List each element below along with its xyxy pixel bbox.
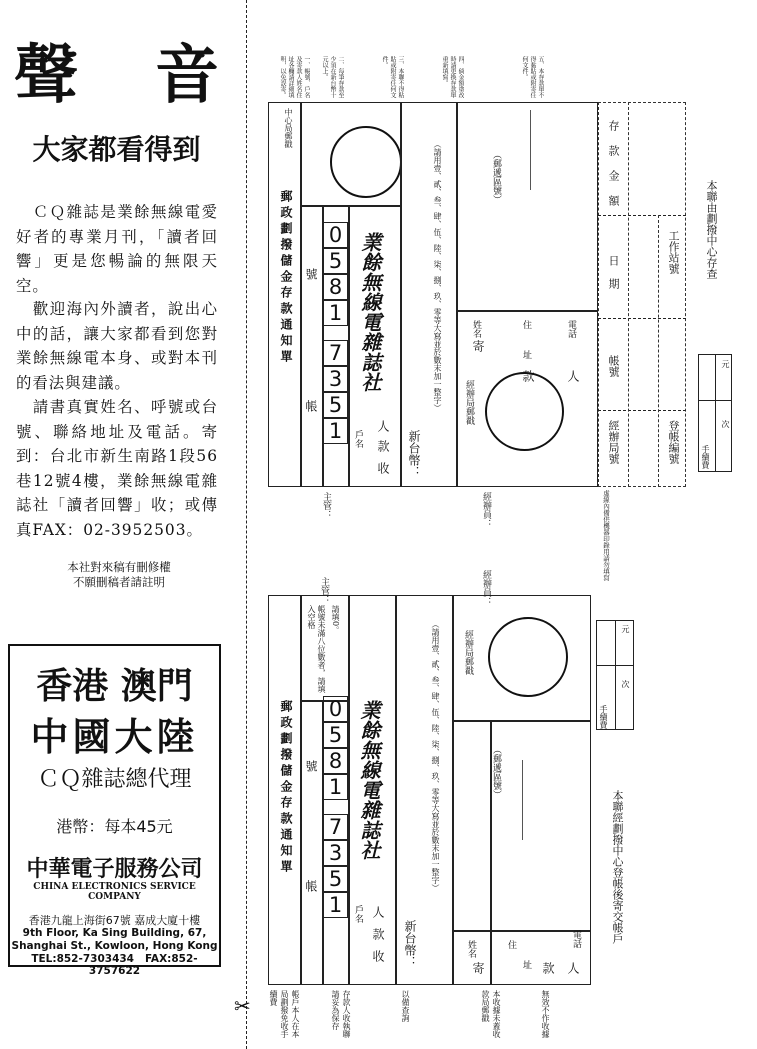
account-notes: 請填0。	[331, 605, 340, 635]
fee-unit: 元	[621, 625, 630, 633]
fee-label: 手續費	[701, 445, 710, 469]
title-char: 聲	[14, 39, 78, 113]
digit: 1	[323, 300, 348, 326]
sender-label: 寄	[471, 962, 485, 974]
ad-address-cn: 香港九龍上海街67號 嘉成大廈十樓	[28, 914, 201, 927]
amount-hint: （請用壹、貳、叁、肆、伍、陸、柒、捌、玖、零等大寫並於數末加一整字）	[431, 620, 440, 892]
record-col: 帳號	[607, 355, 620, 377]
record-col: 工作站號	[667, 230, 680, 274]
address-paragraph: 請書真實姓名、呼號或台號、聯絡地址及電話。寄到：台北市新生南路1段56巷12號4樓，業餘無線電雜誌社「讀者回響」收；或傳真FAX：02-3952503。	[16, 398, 218, 539]
sender-label: 人	[566, 962, 580, 974]
payee-label: 戶名	[353, 905, 363, 923]
postoffice-label: 經辦局郵戳	[464, 380, 474, 425]
ad-fax: FAX:852-3757622	[88, 953, 198, 977]
bottom-note: 本聯由劃撥中心存查	[705, 180, 718, 279]
record-col: 存款金額	[607, 120, 620, 220]
form-notes: 三、本聯不得粘貼或附寄任何文件。	[381, 56, 404, 98]
amount-hint: （請用壹、貳、叁、肆、伍、陸、柒、捌、玖、零等大寫並於數末加一整字）	[433, 140, 442, 412]
receipt-notes: 帳戶本人在本局劃撥免收手續費	[269, 990, 300, 1038]
account-label: 帳	[304, 880, 318, 892]
sender-label: 寄	[471, 340, 485, 352]
digit: 5	[323, 722, 348, 748]
digit: 1	[323, 774, 348, 800]
ad-agency: ＣＱ雜誌總代理	[37, 767, 192, 792]
postoffice-seal-circle	[485, 372, 564, 451]
amount-label: 新台幣：	[407, 430, 421, 478]
receipt-notes: 存款人收執聯請妥為保存	[331, 990, 351, 1038]
ad-company-en: CHINA ELECTRONICS SERVICE COMPANY	[33, 882, 196, 902]
account-label: 帳	[304, 400, 318, 412]
sender-field: 住	[506, 940, 516, 949]
center-seal-label: 中心局郵戳	[284, 108, 293, 148]
supervisor-label: 主管：	[319, 577, 329, 604]
ad-regions: 香港 澳門	[36, 666, 193, 707]
receive-label: 收	[371, 950, 385, 962]
fee-times: 次	[721, 420, 730, 428]
form-title: 郵政劃撥儲金存款通知單	[279, 700, 293, 876]
sender-field: 住	[521, 320, 531, 329]
fee-times: 次	[621, 680, 630, 688]
form-notes: 一、帳號、戶名及寄款人姓名住址各欄請詳細填明，以免誤寄。	[279, 56, 310, 98]
receipt-notes: 本收據未蓋收款局郵戳	[481, 990, 501, 1038]
cut-line	[246, 0, 247, 1049]
digit: 7	[323, 340, 348, 366]
digit: 3	[323, 366, 348, 392]
person-label: 人	[371, 906, 385, 918]
record-col: 經辦局號	[607, 420, 620, 464]
bottom-note: 本聯經劃撥中心登帳後寄交帳戶	[611, 790, 624, 944]
account-number-label: 號	[304, 268, 318, 280]
ad-phone	[10, 953, 219, 977]
digit: 5	[323, 248, 348, 274]
ad-china: 中國大陸	[30, 715, 199, 759]
digit: 7	[323, 814, 348, 840]
digit: 0	[323, 696, 348, 722]
money-label: 款	[376, 440, 390, 452]
receipt-notes: 無效不作收據	[541, 990, 550, 1038]
ad-company-cn: 中華電子服務公司	[26, 857, 203, 882]
payee-name: 業餘無線電雜誌社	[358, 232, 382, 392]
sender-field: 址	[521, 350, 531, 359]
form-notes: 四、倘金額塗改時請更換存款單重新填寫。	[441, 56, 464, 98]
ad-price: 港幣：每本45元	[56, 817, 173, 836]
ad-address-en: 9th Floor, Ka Sing Building, 67,	[22, 927, 207, 939]
fee-label: 手續費	[599, 705, 608, 729]
digit: 8	[323, 748, 348, 774]
center-seal-circle	[330, 126, 402, 198]
postoffice-seal-circle	[488, 617, 568, 697]
postcode-label: （郵遞區號）	[491, 745, 501, 799]
digit: 0	[323, 222, 348, 248]
digit: 5	[323, 866, 348, 892]
digit: 1	[323, 418, 348, 444]
digit: 3	[323, 840, 348, 866]
agent-advert	[8, 644, 221, 977]
scissors-icon: ✂	[234, 994, 251, 1018]
amount-label: 新台幣：	[403, 920, 417, 968]
digit: 1	[323, 892, 348, 918]
intro-paragraph: ＣＱ雜誌是業餘無線電愛好者的專業月刊，「讀者回響」更是您暢論的無限天空。	[16, 203, 218, 295]
record-col: 登帳編號	[667, 420, 680, 464]
receipt-notes: 以備查詢	[401, 990, 410, 1022]
machine-note: 虛線內備供機器印錄用請勿填寫	[602, 490, 610, 581]
receive-label: 收	[376, 462, 390, 474]
money-label: 款	[371, 928, 385, 940]
sender-field: 電話	[571, 930, 581, 948]
title-char: 音	[155, 39, 219, 113]
account-number-label: 號	[304, 760, 318, 772]
fee-unit: 元	[721, 360, 730, 368]
form-notes: 二、每筆存款至少須在新台幣十元以上。	[321, 56, 344, 98]
invite-paragraph: 歡迎海內外讀者，說出心中的話，讓大家都看到您對業餘無線電本身、或對本刊的看法與建議。	[16, 300, 218, 392]
ad-address-en: Shanghai St., Kowloon, Hong Kong	[11, 940, 218, 952]
form-notes: 五、本存款單不得黏貼或附寄任何文件。	[521, 56, 544, 98]
supervisor-label: 主管：	[321, 492, 331, 519]
person-label: 人	[376, 420, 390, 432]
editing-note: 本社對來稿有刪修權	[67, 560, 171, 574]
sender-label: 款	[521, 370, 535, 382]
sender-field: 姓名	[466, 940, 476, 958]
digit: 5	[323, 392, 348, 418]
form-title: 郵政劃撥儲金存款通知單	[279, 190, 293, 366]
clerk-label: 經辦員：	[481, 492, 491, 528]
ad-tel: TEL:852-7303434	[31, 953, 134, 965]
clerk-label: 經辦員：	[481, 570, 491, 606]
editing-note: 不願刪稿者請註明	[73, 575, 165, 589]
sender-label: 款	[541, 962, 555, 974]
sender-field: 電話	[566, 320, 576, 338]
sender-label: 人	[566, 370, 580, 382]
account-notes: 帳號未滿八位數者，請填入空格	[307, 605, 326, 693]
record-col: 日期	[607, 255, 620, 301]
payee-name: 業餘無線電雜誌社	[357, 700, 381, 860]
sender-field: 址	[521, 960, 531, 969]
digit: 8	[323, 274, 348, 300]
sender-field: 姓名	[471, 320, 481, 338]
page-subtitle: 大家都看得到	[32, 133, 201, 166]
postoffice-label: 經辦局郵戳	[463, 630, 473, 675]
page-title	[14, 40, 219, 112]
payee-label: 戶名	[353, 430, 363, 448]
postcode-label: （郵遞區號）	[491, 150, 501, 204]
